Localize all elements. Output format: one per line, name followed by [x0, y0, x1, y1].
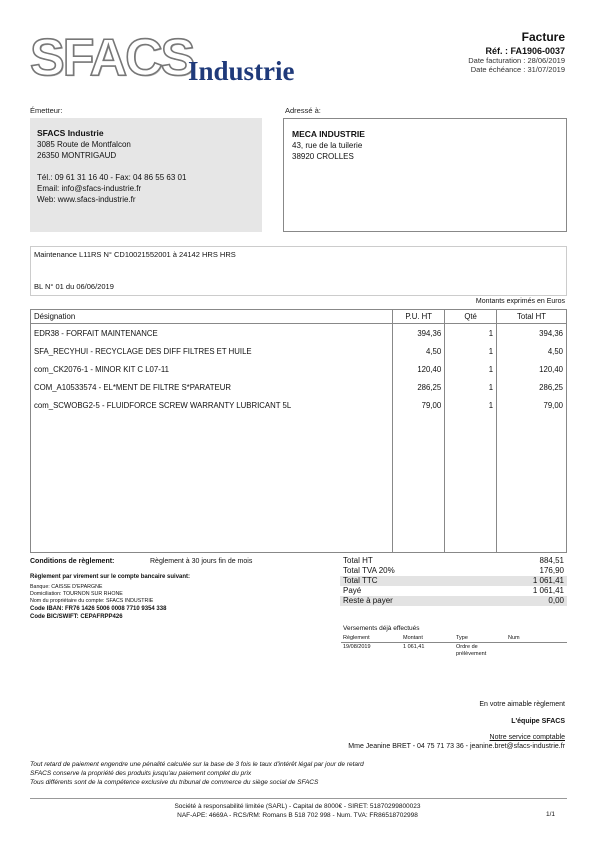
table-row	[341, 643, 567, 658]
payments-table	[341, 635, 567, 658]
signature-team: L'équipe SFACS	[511, 718, 565, 725]
reference-box	[30, 246, 567, 296]
accounting-service: Notre service comptable	[489, 734, 565, 741]
bank-name: Banque: CAISSE D'EPARGNE	[30, 584, 103, 590]
delivery-note-reference: BL N° 01 du 06/06/2019	[34, 282, 114, 291]
recipient-name: MECA INDUSTRIE	[292, 129, 365, 139]
total-label: Payé	[343, 586, 362, 595]
total-remaining-row	[340, 596, 567, 606]
row-total: 4,50	[497, 342, 567, 360]
row-unit-price: 120,40	[393, 360, 445, 378]
recipient-box	[283, 118, 567, 232]
company-logo-subtitle: Industrie	[188, 56, 295, 86]
recipient-city: 38920 CROLLES	[292, 152, 354, 161]
total-value: 884,51	[539, 556, 564, 565]
invoice-ref: Réf. : FA1906-0037	[485, 46, 565, 56]
row-total: 394,36	[497, 324, 567, 343]
bank-domiciliation: Domiciliation: TOURNON SUR RHONE	[30, 591, 123, 597]
legal-line: Tous différents sont de la compétence exclusive du tribunal de commerce du siège social de SFACS	[30, 779, 319, 786]
row-quantity: 1	[445, 324, 497, 343]
total-paid-row	[340, 586, 567, 596]
emitter-phone: Tél.: 09 61 31 16 40 - Fax: 04 86 55 63 01	[37, 173, 187, 182]
table-empty-space	[31, 414, 567, 553]
total-label: Total TVA 20%	[343, 566, 395, 575]
currency-note: Montants exprimés en Euros	[475, 298, 565, 305]
emitter-name: SFACS Industrie	[37, 128, 104, 138]
total-value: 176,90	[539, 566, 564, 575]
payments-col-num: Num	[508, 635, 520, 641]
table-header-row	[31, 310, 567, 324]
payments-header-row	[341, 635, 567, 643]
row-designation: COM_A10533574 - EL*MENT DE FILTRE S*PARATEUR	[31, 378, 393, 396]
row-designation: com_SCWOBG2-5 - FLUIDFORCE SCREW WARRANTY LUBRICANT 5L	[31, 396, 393, 414]
col-total: Total HT	[497, 310, 567, 324]
row-total: 286,25	[497, 378, 567, 396]
table-row	[31, 324, 567, 343]
col-quantity: Qté	[445, 310, 497, 324]
row-designation: EDR38 - FORFAIT MAINTENANCE	[31, 324, 393, 343]
totals-block	[340, 556, 567, 606]
row-quantity: 1	[445, 360, 497, 378]
payments-title: Versements déjà effectués	[343, 625, 420, 632]
row-quantity: 1	[445, 378, 497, 396]
bic: Code BIC/SWIFT: CEPAFRPP426	[30, 614, 123, 620]
legal-line: SFACS conserve la propriété des produits jusqu'au paiement complet du prix	[30, 770, 252, 777]
table-row	[31, 360, 567, 378]
payments-col-reglement: Règlement	[343, 635, 370, 641]
payment-conditions	[30, 558, 330, 621]
row-total: 120,40	[497, 360, 567, 378]
row-quantity: 1	[445, 342, 497, 360]
footer-divider	[30, 798, 567, 799]
invoice-title: Facture	[521, 30, 565, 44]
emitter-label: Émetteur:	[30, 106, 63, 115]
accounting-contact: Mme Jeanine BRET - 04 75 71 73 36 - jeanine.bret@sfacs-industrie.fr	[348, 743, 565, 750]
total-ht-row	[340, 556, 567, 566]
footer-line: NAF-APE: 4669A - RCS/RM: Romans B 518 702 998 - Num. TVA: FR86518702998	[177, 812, 418, 819]
total-ttc-row	[340, 576, 567, 586]
legal-notice	[30, 760, 364, 787]
total-value: 1 061,41	[532, 576, 564, 585]
maintenance-reference: Maintenance L11RS N° CD10021552001 à 24142 HRS HRS	[34, 250, 236, 259]
payment-amount: 1 061,41	[403, 644, 425, 650]
footer-line: Société à responsabilité limitée (SARL) - Capital de 8000€ - SIRET: 51870299800023	[174, 803, 421, 810]
recipient-label: Adressé à:	[285, 106, 321, 115]
row-unit-price: 79,00	[393, 396, 445, 414]
table-row	[31, 378, 567, 396]
col-designation: Désignation	[31, 310, 393, 324]
emitter-email: Email: info@sfacs-industrie.fr	[37, 184, 142, 193]
invoice-header	[468, 30, 565, 74]
legal-line: Tout retard de paiement engendre une pénalité calculée sur la base de 3 fois le taux d'intérêt légal par jour de retard	[30, 761, 364, 768]
items-table	[30, 309, 567, 553]
conditions-value: Règlement à 30 jours fin de mois	[150, 558, 253, 565]
iban: Code IBAN: FR76 1426 5006 0008 7710 9354 338	[30, 606, 167, 612]
company-footer	[0, 802, 595, 820]
account-owner: Nom du propriétaire du compte: SFACS INDUSTRIE	[30, 598, 154, 604]
col-unit-price: P.U. HT	[393, 310, 445, 324]
table-row	[31, 342, 567, 360]
total-value: 1 061,41	[532, 586, 564, 595]
emitter-web: Web: www.sfacs-industrie.fr	[37, 195, 136, 204]
invoice-date: Date facturation : 28/06/2019	[468, 56, 565, 65]
greeting: En votre aimable règlement	[479, 701, 565, 708]
row-unit-price: 4,50	[393, 342, 445, 360]
invoice-due-date: Date échéance : 31/07/2019	[470, 65, 565, 74]
transfer-title: Règlement par virement sur le compte bancaire suivant:	[30, 574, 191, 580]
emitter-street: 3085 Route de Montfalcon	[37, 140, 131, 149]
row-designation: SFA_RECYHUI - RECYCLAGE DES DIFF FILTRES ET HUILE	[31, 342, 393, 360]
page-number: 1/1	[545, 811, 555, 818]
table-row	[31, 396, 567, 414]
emitter-box	[30, 118, 262, 232]
recipient-street: 43, rue de la tuilerie	[292, 141, 363, 150]
payment-type: Ordre de prélèvement	[456, 644, 487, 657]
total-vat-row	[340, 566, 567, 576]
row-unit-price: 394,36	[393, 324, 445, 343]
row-designation: com_CK2076-1 - MINOR KIT C L07-11	[31, 360, 393, 378]
payments-col-montant: Montant	[403, 635, 423, 641]
row-quantity: 1	[445, 396, 497, 414]
total-value: 0,00	[548, 596, 564, 605]
payment-date: 19/08/2019	[343, 644, 371, 650]
emitter-city: 26350 MONTRIGAUD	[37, 151, 117, 160]
payments-col-type: Type	[456, 635, 468, 641]
conditions-label: Conditions de règlement:	[30, 558, 115, 565]
total-label: Total HT	[343, 556, 373, 565]
row-unit-price: 286,25	[393, 378, 445, 396]
total-label: Total TTC	[343, 576, 378, 585]
total-label: Reste à payer	[343, 596, 393, 605]
company-logo: SFACS	[30, 29, 194, 87]
row-total: 79,00	[497, 396, 567, 414]
